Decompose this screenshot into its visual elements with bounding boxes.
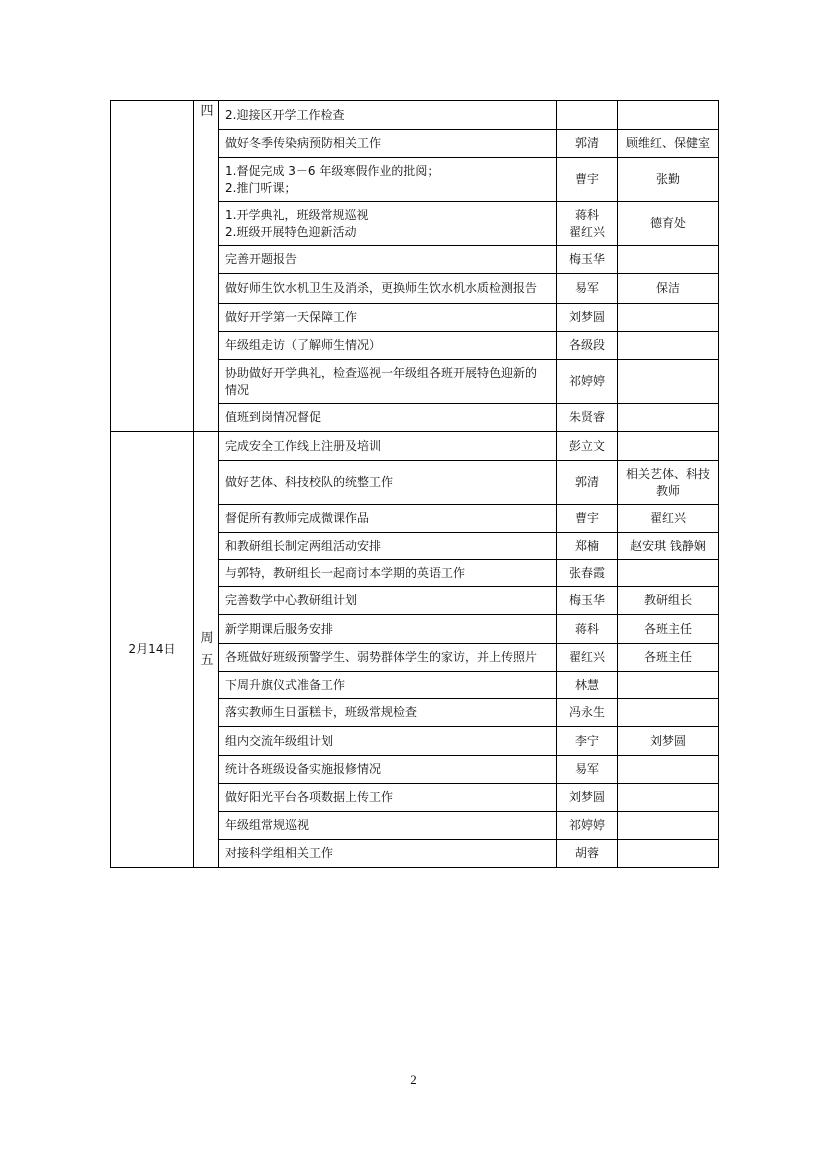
owner-cell xyxy=(557,274,618,304)
blocks.0.rows.9.task-line: 值班到岗情况督促 xyxy=(225,410,322,424)
weekday-label: 周五 xyxy=(200,630,214,668)
blocks.0.rows.7.owner-line: 各级段 xyxy=(568,338,605,352)
partner-cell xyxy=(618,130,719,158)
blocks.0.rows.8.owner-line: 祁婷婷 xyxy=(568,374,605,388)
owner-cell xyxy=(557,840,618,868)
blocks.1.rows.7.owner-line: 翟红兴 xyxy=(568,650,605,664)
task-cell xyxy=(219,202,557,246)
blocks.1.rows.4.owner-line: 张春霞 xyxy=(568,565,605,580)
blocks.0.rows.5.owner-line: 易军 xyxy=(574,281,599,295)
blocks.1.rows.13.task-line: 年级组常规巡视 xyxy=(225,818,310,832)
partner-cell xyxy=(618,304,719,332)
partner-cell xyxy=(618,672,719,699)
blocks.0.rows.3.owner-line: 翟红兴 xyxy=(568,224,605,239)
blocks.0.rows.6.task-line: 做好开学第一天保障工作 xyxy=(225,310,358,324)
partner-cell xyxy=(618,461,719,505)
owner-cell xyxy=(557,533,618,560)
partner-cell xyxy=(618,699,719,727)
owner-cell xyxy=(557,644,618,672)
blocks.1.rows.1.task-line: 做好艺体、科技校队的统整工作 xyxy=(225,475,394,489)
owner-cell xyxy=(557,672,618,699)
task-cell xyxy=(219,404,557,432)
schedule-table-body xyxy=(111,101,719,868)
blocks.1.rows.14.owner-line: 胡蓉 xyxy=(574,846,599,860)
task-cell xyxy=(219,158,557,202)
blocks.1.rows.11.owner-line: 易军 xyxy=(574,762,599,776)
task-cell xyxy=(219,304,557,332)
blocks.0.rows.5.partner-line: 保洁 xyxy=(655,281,680,295)
task-cell xyxy=(219,756,557,784)
task-cell xyxy=(219,615,557,644)
blocks.1.rows.9.task-line: 落实教师生日蛋糕卡，班级常规检查 xyxy=(225,705,418,719)
partner-cell xyxy=(618,644,719,672)
partner-cell xyxy=(618,360,719,404)
task-cell xyxy=(219,840,557,868)
owner-cell xyxy=(557,756,618,784)
blocks.0.rows.9.owner-line: 朱贤睿 xyxy=(568,410,605,424)
partner-cell xyxy=(618,274,719,304)
owner-cell xyxy=(557,304,618,332)
partner-cell xyxy=(618,202,719,246)
partner-cell xyxy=(618,533,719,560)
task-cell xyxy=(219,505,557,533)
blocks.1.rows.11.task-line: 统计各班级设备实施报修情况 xyxy=(225,762,382,776)
weekday-cell xyxy=(194,432,219,868)
table-row xyxy=(111,432,719,461)
blocks.1.rows.5.partner-line: 教研组长 xyxy=(643,593,692,607)
blocks.0.rows.3.partner-line: 德育处 xyxy=(649,216,686,230)
blocks.0.rows.2.owner-line: 曹宇 xyxy=(574,172,599,186)
partner-cell xyxy=(618,812,719,840)
owner-cell xyxy=(557,505,618,533)
partner-cell xyxy=(618,587,719,615)
partner-cell xyxy=(618,246,719,274)
blocks.0.rows.8.task-line: 协助做好开学典礼，检查巡视一年级组各班开展特色迎新的 xyxy=(225,365,538,380)
blocks.1.rows.1.owner-line: 郭清 xyxy=(574,475,599,489)
partner-cell xyxy=(618,332,719,360)
blocks.1.rows.13.owner-line: 祁婷婷 xyxy=(568,818,605,832)
partner-cell xyxy=(618,560,719,587)
task-cell xyxy=(219,672,557,699)
task-cell xyxy=(219,432,557,461)
task-cell xyxy=(219,533,557,560)
blocks.0.rows.1.task-line: 做好冬季传染病预防相关工作 xyxy=(225,136,382,150)
owner-cell xyxy=(557,727,618,756)
page-number: 2 xyxy=(410,1072,417,1087)
task-cell xyxy=(219,332,557,360)
task-cell xyxy=(219,246,557,274)
blocks.1.rows.0.owner-line: 彭立文 xyxy=(568,438,605,453)
blocks.1.rows.3.owner-line: 郑楠 xyxy=(574,538,599,553)
blocks.1.rows.6.owner-line: 蒋科 xyxy=(574,621,599,636)
blocks.1.rows.6.partner-line: 各班主任 xyxy=(643,621,692,636)
blocks.0.rows.2.partner-line: 张勤 xyxy=(655,172,680,186)
partner-cell xyxy=(618,784,719,812)
blocks.1.rows.5.task-line: 完善数学中心教研组计划 xyxy=(225,593,358,607)
blocks.0.rows.4.owner-line: 梅玉华 xyxy=(568,252,605,266)
blocks.1.rows.5.owner-line: 梅玉华 xyxy=(568,593,605,607)
partner-cell xyxy=(618,727,719,756)
blocks.0.rows.5.task-line: 做好师生饮水机卫生及消杀，更换师生饮水机水质检测报告 xyxy=(225,281,538,295)
blocks.0.rows.3.task-line: 2.班级开展特色迎新活动 xyxy=(225,224,357,239)
task-cell xyxy=(219,644,557,672)
partner-cell xyxy=(618,158,719,202)
task-cell xyxy=(219,360,557,404)
blocks.0.rows.3.owner-line: 蒋科 xyxy=(574,207,599,222)
blocks.1.rows.8.task-line: 下周升旗仪式准备工作 xyxy=(225,677,346,692)
blocks.1.rows.3.task-line: 和教研组长制定两组活动安排 xyxy=(225,538,382,553)
blocks.1.rows.7.partner-line: 各班主任 xyxy=(643,650,692,664)
blocks.1.rows.10.partner-line: 刘梦圆 xyxy=(649,733,686,748)
blocks.1.rows.7.task-line: 各班做好班级预警学生、弱势群体学生的家访，并上传照片 xyxy=(225,650,538,664)
blocks.0.rows.4.task-line: 完善开题报告 xyxy=(225,252,298,266)
blocks.1.rows.0.task-line: 完成安全工作线上注册及培训 xyxy=(225,438,382,453)
blocks.1.rows.8.owner-line: 林慧 xyxy=(574,677,599,692)
weekday-cell xyxy=(194,101,219,432)
owner-cell xyxy=(557,699,618,727)
blocks.1.rows.2.owner-line: 曹宇 xyxy=(574,511,599,525)
owner-cell xyxy=(557,202,618,246)
task-cell xyxy=(219,101,557,130)
task-cell xyxy=(219,727,557,756)
partner-cell xyxy=(618,404,719,432)
blocks.0.rows.2.task-line: 2.推门听课； xyxy=(225,180,297,195)
owner-cell xyxy=(557,432,618,461)
owner-cell xyxy=(557,560,618,587)
task-cell xyxy=(219,274,557,304)
weekday-label: 四 xyxy=(200,104,214,119)
blocks.1.rows.10.task-line: 组内交流年级组计划 xyxy=(225,733,334,748)
owner-cell xyxy=(557,332,618,360)
blocks.1.rows.6.task-line: 新学期课后服务安排 xyxy=(225,621,334,636)
blocks.1.rows.12.owner-line: 刘梦圆 xyxy=(568,790,605,804)
task-cell xyxy=(219,560,557,587)
owner-cell xyxy=(557,587,618,615)
blocks.0.rows.8.task-line: 情况 xyxy=(225,382,250,397)
owner-cell xyxy=(557,101,618,130)
blocks.1.rows.4.task-line: 与郭特，教研组长一起商讨本学期的英语工作 xyxy=(225,565,466,580)
owner-cell xyxy=(557,404,618,432)
blocks.1.rows.3.partner-line: 赵安琪 钱静娴 xyxy=(630,538,706,553)
table-row xyxy=(111,101,719,130)
blocks.0.rows.3.task-line: 1.开学典礼，班级常规巡视 xyxy=(225,207,369,222)
task-cell xyxy=(219,461,557,505)
partner-cell xyxy=(618,615,719,644)
blocks.0.rows.6.owner-line: 刘梦圆 xyxy=(568,310,605,324)
owner-cell xyxy=(557,360,618,404)
blocks.1.rows.2.task-line: 督促所有教师完成微课作品 xyxy=(225,511,370,525)
blocks.1.rows.12.task-line: 做好阳光平台各项数据上传工作 xyxy=(225,790,394,804)
task-cell xyxy=(219,587,557,615)
partner-cell xyxy=(618,840,719,868)
blocks.1.rows.14.task-line: 对接科学组相关工作 xyxy=(225,846,334,860)
blocks.1.rows.1.partner-line: 教师 xyxy=(655,483,680,498)
owner-cell xyxy=(557,130,618,158)
owner-cell xyxy=(557,615,618,644)
blocks.1.rows.10.owner-line: 李宁 xyxy=(574,733,599,748)
blocks.1.rows.9.owner-line: 冯永生 xyxy=(568,705,605,719)
partner-cell xyxy=(618,101,719,130)
blocks.0.rows.1.owner-line: 郭清 xyxy=(574,136,599,150)
blocks.1.rows.1.partner-line: 相关艺体、科技 xyxy=(625,466,710,481)
blocks.0.rows.7.task-line: 年级组走访（了解师生情况） xyxy=(225,338,382,352)
owner-cell xyxy=(557,461,618,505)
task-cell xyxy=(219,699,557,727)
date-cell xyxy=(111,101,194,432)
schedule-table xyxy=(110,100,719,868)
owner-cell xyxy=(557,784,618,812)
partner-cell xyxy=(618,432,719,461)
date-cell: 2月14日 xyxy=(111,432,194,868)
blocks.0.rows.2.task-line: 1.督促完成 3－6 年级寒假作业的批阅； xyxy=(225,163,440,178)
owner-cell xyxy=(557,158,618,202)
owner-cell xyxy=(557,246,618,274)
task-cell xyxy=(219,130,557,158)
owner-cell xyxy=(557,812,618,840)
blocks.1.rows.2.partner-line: 翟红兴 xyxy=(649,511,686,525)
partner-cell xyxy=(618,756,719,784)
task-cell xyxy=(219,812,557,840)
blocks.0.rows.0.task-line: 2.迎接区开学工作检查 xyxy=(225,107,345,122)
partner-cell xyxy=(618,505,719,533)
blocks.0.rows.1.partner-line: 顾维红、保健室 xyxy=(625,136,710,150)
task-cell xyxy=(219,784,557,812)
